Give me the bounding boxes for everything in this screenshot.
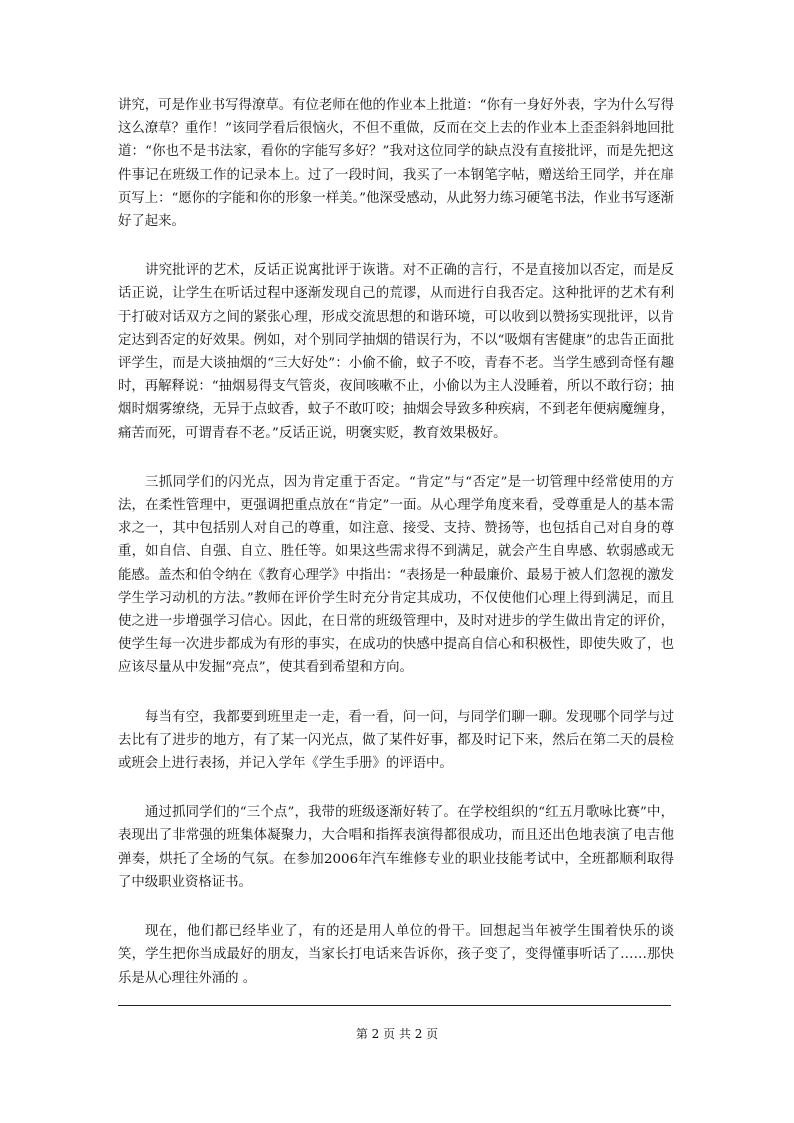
paragraph-6: 现在，他们都已经毕业了，有的还是用人单位的骨干。回想起当年被学生围着快乐的谈笑，学生把你当成最好的朋友，当家长打电话来告诉你，孩子变了，变得懂事听话了……那快乐是从心理往外涌的 。 xyxy=(118,924,674,986)
paragraph-4: 每当有空，我都要到班里走一走，看一看，问一问，与同学们聊一聊。发现哪个同学与过去比有了进步的地方，有了某一闪光点，做了某件好事，都及时记下来，然后在第二天的晨检或班会上进行表扬，并记入学年《学生手册》的评语中。 xyxy=(118,709,674,772)
document-body xyxy=(118,94,674,1016)
footer-divider xyxy=(118,1005,671,1006)
paragraph-3: 三抓同学们的闪光点，因为肯定重于否定。“肯定”与“否定”是一切管理中经常使用的方法，在柔性管理中，更强调把重点放在“肯定”一面。从心理学角度来看，受尊重是人的基本需求之一，其中包括别人对自己的尊重，如注意、接受、支持、赞扬等，也包括自己对自身的尊重，如自信、自强、自立、胜任等。如果这些需求得不到满足，就会产生自卑感、软弱感或无能感。盖杰和伯令纳在《教育心理学》中指出：“表扬是一种最廉价、最易于被人们忽视的激发学生学习动机的方法。”教师在评价学生时充分肯定其成功，不仅使他们心理上得到满足，而且使之进一步增强学习信心。因此，在日常的班级管理中，及时对进步的学生做出肯定的评价，使学生每一次进步都成为有形的事实，在成功的快感中提高自信心和积极性，即使失败了，也应该尽量从中发掘“亮点”，使其看到希望和方向。 xyxy=(118,474,674,676)
paragraph-2: 讲究批评的艺术，反话正说寓批评于诙谐。对不正确的言行，不是直接加以否定，而是反话正说，让学生在听话过程中逐渐发现自己的荒谬，从而进行自我否定。这种批评的艺术有利于打破对话双方之间的紧张心理，形成交流思想的和谐环境，可以收到以赞扬实现批评，以肯定达到否定的好效果。例如，对个别同学抽烟的错误行为，不以“吸烟有害健康”的忠告正面批评学生，而是大谈抽烟的“三大好处”：小偷不偷，蚊子不咬，青春不老。当学生感到奇怪有趣时，再解释说：“抽烟易得支气管炎，夜间咳嗽不止，小偷以为主人没睡着，所以不敢行窃；抽烟时烟雾缭绕，无异于点蚊香，蚊子不敢叮咬；抽烟会导致多种疾病，不到老年便病魔缠身，痛苦而死，可谓青春不老。”反话正说，明褒实贬，教育效果极好。 xyxy=(118,263,674,441)
paragraph-1: 讲究，可是作业书写得潦草。有位老师在他的作业本上批道：“你有一身好外表，字为什么写得这么潦草？重作！”该同学看后很恼火，不但不重做，反而在交上去的作业本上歪歪斜斜地回批道：“你也不是书法家，看你的字能写多好？”我对这位同学的缺点没有直接批评，而是先把这件事记在班级工作的记录本上。过了一段时间，我买了一本钢笔字帖，赠送给王同学，并在扉页写上：“愿你的字能和你的形象一样美。”他深受感动，从此努力练习硬笔书法，作业书写逐渐好了起来。 xyxy=(118,98,675,230)
paragraph-5: 通过抓同学们的“三个点”，我带的班级逐渐好转了。在学校组织的“红五月歌咏比赛”中，表现出了非常强的班集体凝聚力，大合唱和指挥表演得都很成功，而且还出色地表演了电吉他弹奏，烘托了全场的气氛。在参加2006年汽车维修专业的职业技能考试中，全班都顺利取得了中级职业资格证书。 xyxy=(118,805,674,890)
page-number: 第 2 页 共 2 页 xyxy=(355,1027,439,1041)
